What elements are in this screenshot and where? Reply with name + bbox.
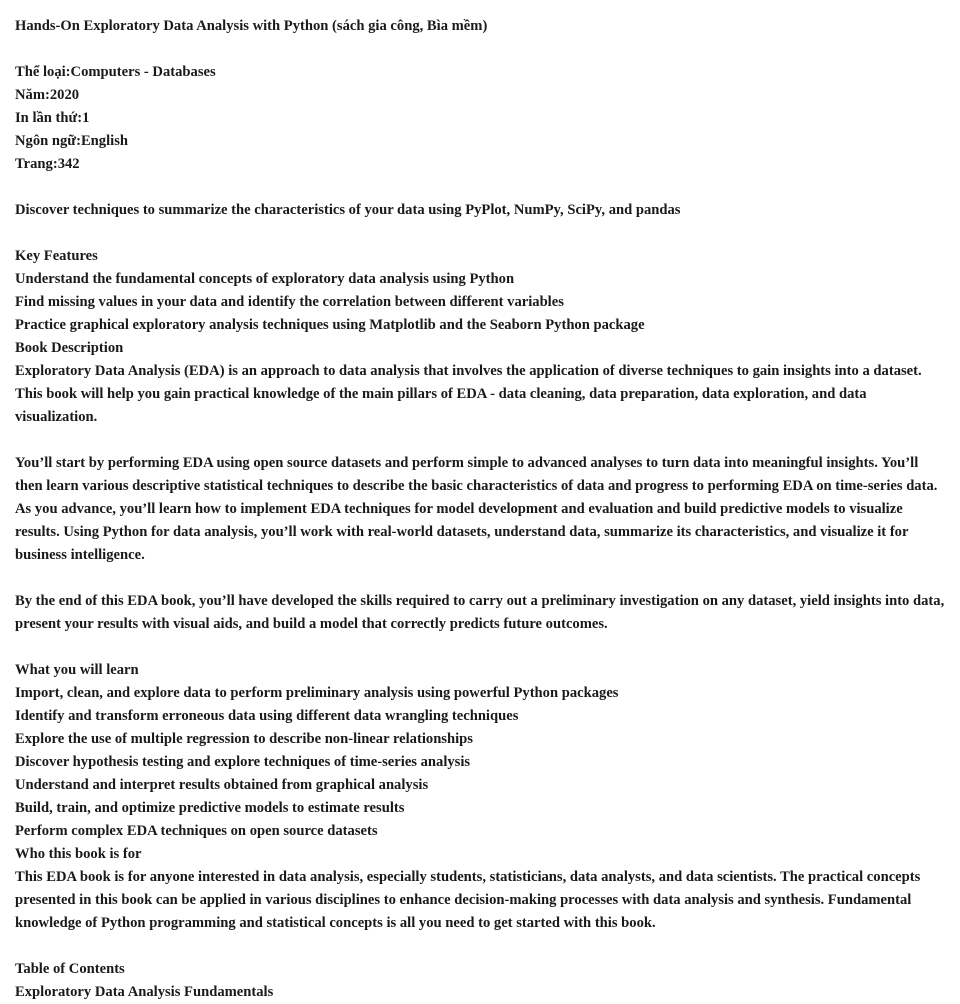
meta-pages-label: Trang: bbox=[15, 156, 58, 172]
meta-edition-label: In lần thứ: bbox=[15, 110, 83, 126]
spacer bbox=[15, 222, 945, 245]
meta-pages bbox=[15, 153, 945, 176]
learn-item: Perform complex EDA techniques on open source datasets bbox=[15, 823, 378, 839]
book-title: Hands-On Exploratory Data Analysis with Python (sách gia công, Bìa mềm) bbox=[15, 18, 488, 34]
meta-pages-value: 342 bbox=[57, 156, 80, 172]
learn-item: Build, train, and optimize predictive models to estimate results bbox=[15, 800, 405, 816]
key-feature-item: Find missing values in your data and identify the correlation between different variables bbox=[15, 294, 564, 310]
spacer bbox=[15, 176, 945, 199]
meta-language-value: English bbox=[80, 133, 128, 149]
spacer bbox=[15, 567, 945, 590]
description-paragraph: By the end of this EDA book, you’ll have developed the skills required to carry out a preliminary investigation on any dataset, yield insights into data, present your results with visual aids, and build a model that correctly predicts future outcomes. bbox=[15, 593, 945, 632]
meta-year-value: 2020 bbox=[49, 87, 80, 103]
spacer bbox=[15, 429, 945, 452]
meta-year-label: Năm: bbox=[15, 87, 50, 103]
spacer bbox=[15, 38, 945, 61]
meta-year bbox=[15, 84, 945, 107]
description-paragraph: Exploratory Data Analysis (EDA) is an approach to data analysis that involves the application of diverse techniques to gain insights into a dataset. This book will help you gain practical knowledge of the main pillars of EDA - data cleaning, data preparation, data exploration, and data visualization. bbox=[15, 363, 922, 425]
key-feature-item: Understand the fundamental concepts of exploratory data analysis using Python bbox=[15, 271, 515, 287]
description-paragraph: You’ll start by performing EDA using open source datasets and perform simple to advanced analyses to turn data into meaningful insights. You’ll then learn various descriptive statistical techniques to describe the basic characteristics of data and progress to performing EDA on time-series data. As you advance, you’ll learn how to implement EDA techniques for model development and evaluation and build predictive models to visualize results. Using Python for data analysis, you’ll work with real-world datasets, understand data, summarize its characteristics, and visualize it for business intelligence. bbox=[15, 455, 938, 563]
key-features-heading: Key Features bbox=[15, 248, 98, 264]
meta-edition-value: 1 bbox=[82, 110, 90, 126]
book-details-document bbox=[15, 15, 945, 1004]
learn-heading: What you will learn bbox=[15, 662, 139, 678]
meta-category-value: Computers - Databases bbox=[70, 64, 216, 80]
toc-heading: Table of Contents bbox=[15, 961, 125, 977]
audience-paragraph: This EDA book is for anyone interested in data analysis, especially students, statisticians, data analysts, and data scientists. The practical concepts presented in this book can be applied in various disciplines to enhance decision-making processes with data analysis and synthesis. Fundamental knowledge of Python programming and statistical concepts is all you need to get started with this book. bbox=[15, 869, 921, 931]
learn-item: Identify and transform erroneous data using different data wrangling techniques bbox=[15, 708, 519, 724]
key-feature-item: Practice graphical exploratory analysis techniques using Matplotlib and the Seaborn Python package bbox=[15, 317, 645, 333]
spacer bbox=[15, 636, 945, 659]
meta-language bbox=[15, 130, 945, 153]
spacer bbox=[15, 935, 945, 958]
learn-item: Understand and interpret results obtained from graphical analysis bbox=[15, 777, 429, 793]
meta-language-label: Ngôn ngữ: bbox=[15, 133, 81, 149]
audience-heading: Who this book is for bbox=[15, 846, 142, 862]
learn-item: Explore the use of multiple regression to describe non-linear relationships bbox=[15, 731, 473, 747]
learn-item: Discover hypothesis testing and explore techniques of time-series analysis bbox=[15, 754, 471, 770]
meta-edition bbox=[15, 107, 945, 130]
book-description-heading: Book Description bbox=[15, 340, 124, 356]
meta-category bbox=[15, 61, 945, 84]
meta-category-label: Thể loại: bbox=[15, 64, 71, 80]
learn-item: Import, clean, and explore data to perform preliminary analysis using powerful Python packages bbox=[15, 685, 619, 701]
toc-item: Exploratory Data Analysis Fundamentals bbox=[15, 984, 274, 1000]
book-tagline: Discover techniques to summarize the characteristics of your data using PyPlot, NumPy, SciPy, and pandas bbox=[15, 202, 681, 218]
